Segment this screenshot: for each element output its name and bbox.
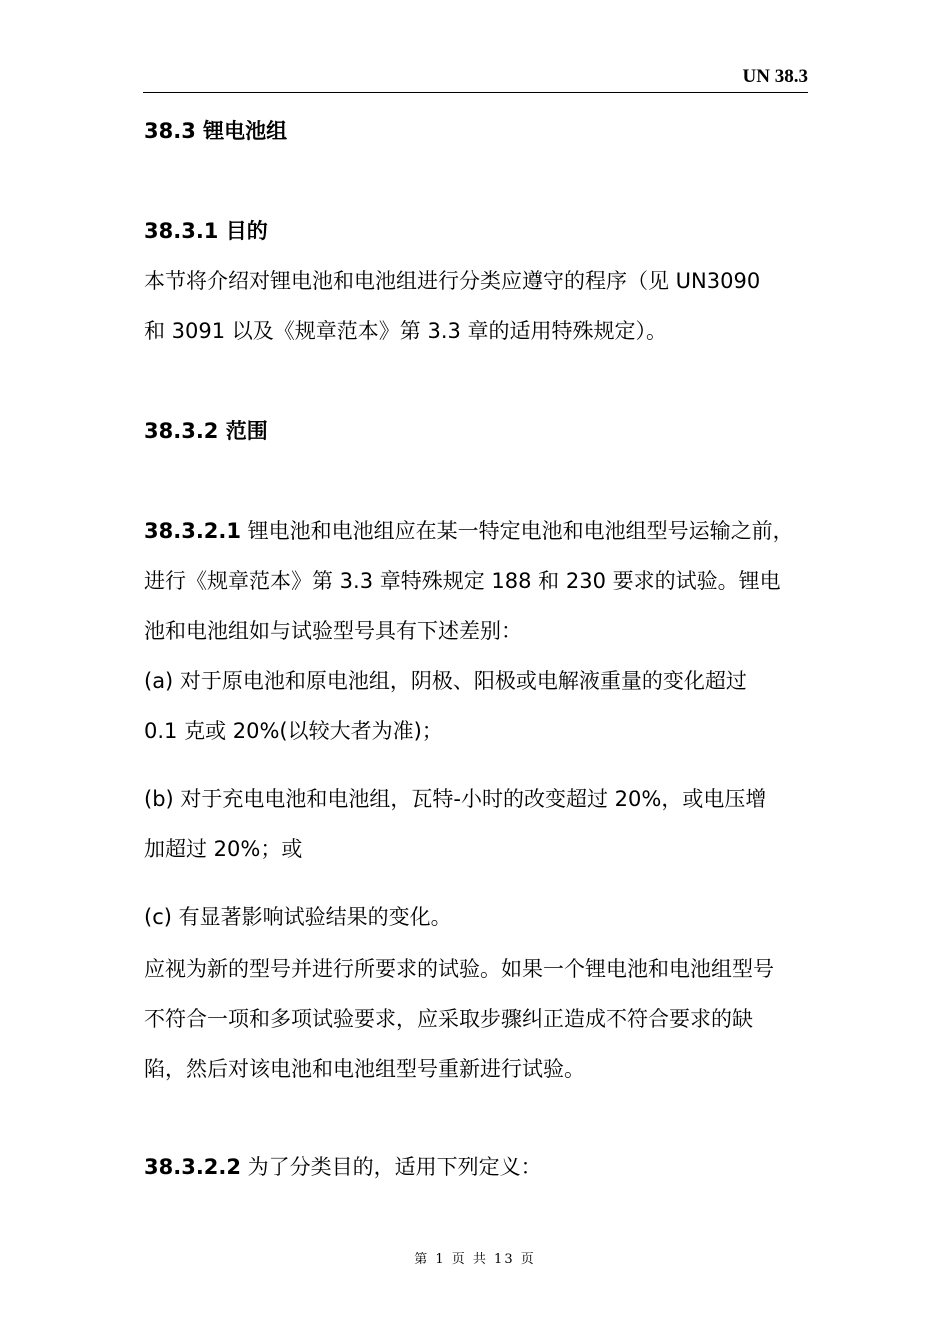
section-title: 38.3 锂电池组 [144,119,288,143]
paragraph-line: 和 3091 以及《规章范本》第 3.3 章的适用特殊规定）。 [144,319,668,343]
paragraph-line: 不符合一项和多项试验要求，应采取步骤纠正造成不符合要求的缺 [144,1007,753,1031]
clause-number: 38.3.2.2 [144,1155,241,1179]
subsection-heading-purpose: 38.3.1 目的 [144,219,268,243]
list-item-b-line: (b) 对于充电电池和电池组，瓦特-小时的改变超过 20%，或电压增 [144,787,767,811]
paragraph-line: 应视为新的型号并进行所要求的试验。如果一个锂电池和电池组型号 [144,957,774,981]
page-header-code: UN 38.3 [742,66,808,87]
clause-38-3-2-2 [144,1152,542,1182]
clause-number: 38.3.2.1 [144,519,241,543]
clause-text: 锂电池和电池组应在某一特定电池和电池组型号运输之前， [241,519,794,543]
clause-text: 为了分类目的，适用下列定义： [241,1155,542,1179]
paragraph-line: 陷，然后对该电池和电池组型号重新进行试验。 [144,1057,585,1081]
paragraph-line: 池和电池组如与试验型号具有下述差别： [144,619,522,643]
list-item-a-line: 0.1 克或 20%(以较大者为准)； [144,719,443,743]
list-item-a-line: (a) 对于原电池和原电池组，阴极、阳极或电解液重量的变化超过 [144,669,747,693]
page-footer: 第 1 页 共 13 页 [414,1252,536,1267]
clause-38-3-2-1-first-line [144,516,794,546]
paragraph-line: 进行《规章范本》第 3.3 章特殊规定 188 和 230 要求的试验。锂电 [144,569,781,593]
paragraph-line: 本节将介绍对锂电池和电池组进行分类应遵守的程序（见 UN3090 [144,269,761,293]
subsection-heading-scope: 38.3.2 范围 [144,419,268,443]
list-item-c-line: (c) 有显著影响试验结果的变化。 [144,905,452,929]
list-item-b-line: 加超过 20%；或 [144,837,303,861]
header-rule [143,92,808,93]
